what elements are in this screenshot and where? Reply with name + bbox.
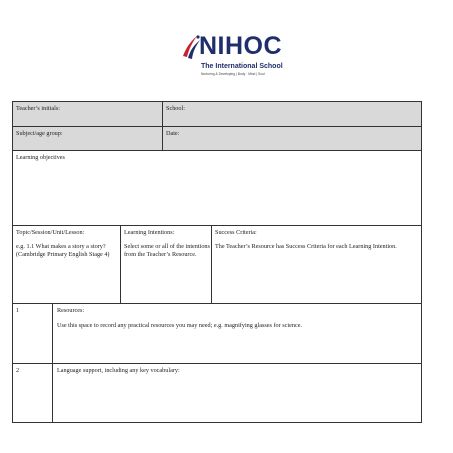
table-border: [12, 101, 13, 423]
table-border: [52, 303, 53, 423]
logo-school-name: The International School: [201, 63, 283, 70]
learning-objectives-label: Learning objectives: [16, 154, 65, 161]
success-criteria-text: The Teacher’s Resource has Success Criteria for each Learning Intention.: [215, 243, 397, 250]
subject-age-group-label: Subject/age group:: [16, 130, 63, 137]
table-border: [120, 225, 121, 304]
logo-brand-name: NIHOC: [199, 32, 283, 60]
logo-tagline: Nurturing & Developing | Body · Mind | Soul: [201, 72, 265, 76]
topic-example: e.g. 1.1 What makes a story a story? (Cambridge Primary English Stage 4): [16, 243, 110, 258]
table-border: [12, 101, 422, 102]
table-border: [162, 101, 163, 151]
language-support-label: Language support, including any key vocabulary:: [57, 367, 180, 374]
table-border: [12, 225, 422, 226]
row-number: 2: [16, 367, 20, 374]
date-label: Date:: [166, 130, 180, 137]
learning-intentions-text: Select some or all of the intentions from the Teacher’s Resource.: [124, 243, 210, 258]
topic-label: Topic/Session/Unit/Lesson:: [16, 229, 85, 236]
school-label: School:: [166, 105, 185, 112]
row-number: 1: [16, 307, 20, 314]
table-border: [12, 422, 422, 423]
table-border: [12, 363, 422, 364]
success-criteria-label: Success Criteria:: [215, 229, 257, 236]
table-border: [12, 126, 422, 127]
teacher-initials-label: Teacher’s initials:: [16, 105, 60, 112]
table-border: [12, 303, 422, 304]
resources-text: Use this space to record any practical resources you may need; e.g. magnifying glasses for science.: [57, 322, 303, 329]
table-border: [12, 150, 422, 151]
learning-intentions-label: Learning Intentions:: [124, 229, 175, 236]
table-border: [421, 101, 422, 423]
resources-label: Resources:: [57, 307, 85, 314]
table-border: [211, 225, 212, 304]
